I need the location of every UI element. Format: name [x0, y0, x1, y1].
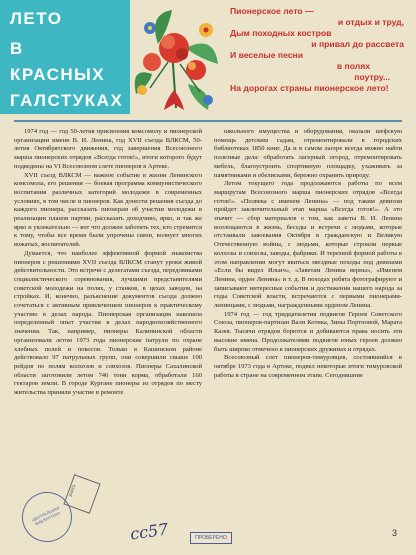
poem-line: На дорогах страны пионерское лето! — [230, 83, 389, 93]
checked-stamp: ПРОВЕРЕНО — [190, 532, 232, 544]
paragraph: Летом текущего года продолжаются работы по всем маршрутам Всесоюзного марша пионерских отрядов «Всегда готов!». «Полвека с именем Ленина» — под таким девизом пройдет заключительный этап марша «Всегда готов!». А это значит — сбор материалов о том, как заветы В. И. Ленина воплощаются в жизнь, беседы и встречи с людьми, которые отстаивали завоевания Октября в гражданскую и Великую Отечественную войны, с людьми, которые строили первые колхозы и совхозы, заводы, фабрики. И терехвой формой работы в этом направлении могут явиться звездные походы под девизами «Если бы видел Ильич», «Заветам Ленина верны», «Именем Ленина, орден Ленина» и т. д. В походах ребята фотографируют и записывают интересные события и достижения нашего народа за годы Советской власти, встречаются с первыми пионерами-ленинцами, с людьми, награжденными орденом Ленина. — [214, 180, 402, 310]
title-line-4: ГАЛСТУКАХ — [10, 91, 124, 110]
paragraph: Всесоюзный слет пионеров-тимуровцев, состоявшийся в октябре 1973 года в Артеке, подвел некоторые итоги тимуровской работы в стране на современном этапе. Сегодняшние — [214, 354, 402, 379]
poem-line: поутру... — [354, 72, 390, 82]
paragraph: 1974 год — год тридцатилетия подвигов Героев Советского Союза, пионеров-партизан Вали Котика, Зины Портновой, Марата Казея. Тысячи отрядов борются и добиваются права носить эти высокие имена. Продолжателями подвигов юных героев должно быть широко отмечено в пионерских дружинах и отрядах. — [214, 310, 402, 353]
left-column — [14, 128, 202, 398]
poem-line: Пионерское лето — — [230, 6, 314, 16]
stamp-text: КНИГА — [67, 483, 77, 498]
header — [0, 0, 416, 118]
header-divider — [14, 120, 402, 122]
stamp-text: ЦЕНТРАЛЬНАЯ БИБЛИОТЕКА — [30, 505, 61, 527]
paragraph: XVII съезд ВЛКСМ — важное событие в жизни Ленинского комсомола, его решения — боевая программа коммунистического воспитания различных категорий молодежи в современных условиях, в том числе и пионеров. Как донести решения съезда до каждого пионера, рассказать пионерам об участии молодежи в реализации планов партии, рассказать доходчиво, ярко, и так же ярко и увлекательно — вот что должен заботить тех, кто стремится к тому, чтобы все время были упрочены связи, волнует многих вожатых, воспитателей. — [14, 171, 202, 249]
page-number: 3 — [392, 528, 398, 538]
title-line-2: В — [10, 39, 24, 58]
paragraph: 1974 год — год 50-летия присвоения комсомолу и пионерской организации имени В. И. Ленина, год XVII съезда ВЛКСМ, 50-летия Октябрятского движения, год завершения Всесоюзного марша пионерских отрядов «Всегда готов!», итоги которого будут подведены на VI Всесоюзном слете пионеров в Артеке. — [14, 128, 202, 170]
poem-line: И веселые песни — [230, 50, 304, 60]
poem — [230, 6, 410, 94]
handwritten-number: сс57 — [128, 519, 170, 544]
poem-line: и привал до рассвета — [311, 39, 404, 49]
title-line-3: КРАСНЫХ — [10, 65, 106, 84]
title-block — [0, 0, 130, 114]
title-line-1: ЛЕТО — [10, 9, 63, 28]
poem-line: в полях — [336, 61, 370, 71]
flower-bouquet-illustration — [128, 4, 226, 112]
paragraph: Думается, что наиболее эффективной формой знакомства пионеров с решениями XVII съезда ВЛКСМ станут уроки живой действительности. Это встречи с делегатами съезда, передовиками социалистического соревнования, лучшими представителями советской молодежи на полях, у станков, в цехах заводов, на стройках. И, конечно, разъяснение документов съезда должно сочетаться с активным привлечением пионеров к практическому участию в делах народа. Пионерская организация накопила определенный опыт участия в делах народнохозяйственного значения. Так, например, пионеры Калининской области организовали летом 1973 года пионерские патрули по охране хлебных полей и покосов. Только в Кашинском районе действовало 97 патрульных групп, они совершили свыше 100 рейдов по полям колхозов и совхозов. Пионеры Сахалинской области заготовили летом 746 тонн корма, обработали 160 гектаров земли. В городе Кургане пионеры из отрядов по месту жительства приняли участие в ремонте — [14, 249, 202, 397]
right-column — [214, 128, 402, 380]
poem-line: Дым походных костров — [230, 28, 332, 38]
poem-line: и отдых и труд, — [337, 17, 404, 27]
paragraph: школьного имущества и оборудования, оказали шефскую помощь детским садам, отремонтировали в городских библиотеках 1850 книг. Да и в самом лагере всегда можно найти полезные дела: обработать лагерный огород, отремонтировать мебель, благоустроить спортивную площадку, ухаживать за памятниками и обелисками, бережно охранять природу. — [214, 128, 402, 179]
